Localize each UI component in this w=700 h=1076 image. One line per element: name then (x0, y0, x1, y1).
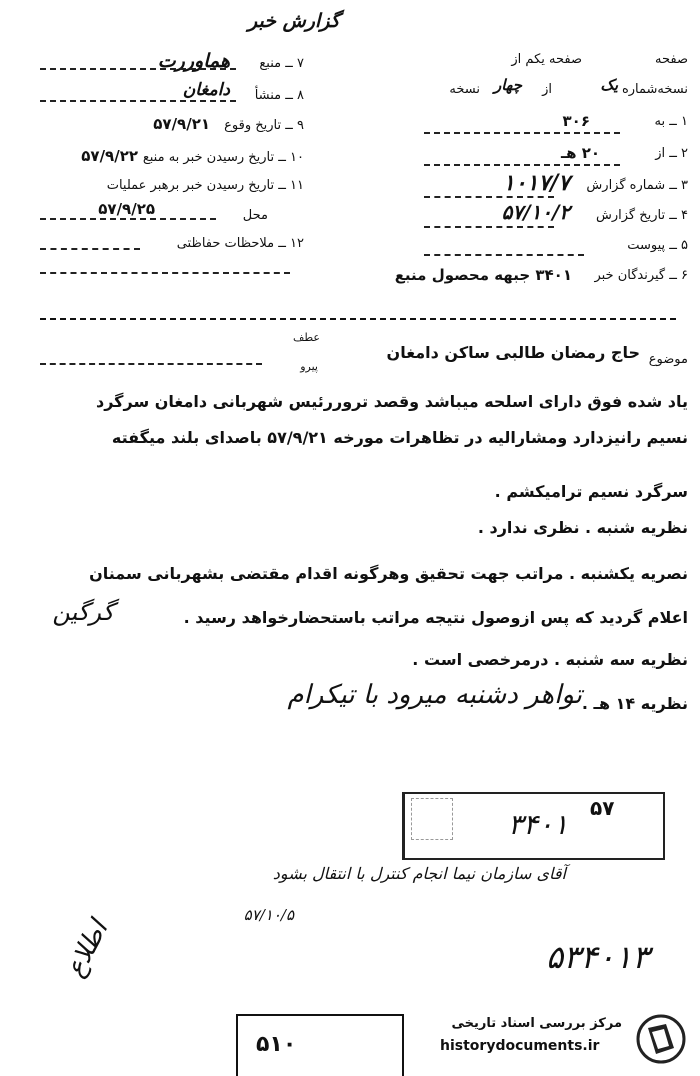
hand-note-label: نظریه ۱۴ هـ . (581, 694, 688, 713)
handwritten-line: آقای سازمان نیما انجام کنترل با انتقال بشود (272, 864, 566, 883)
origin-value: دامغان (182, 80, 230, 100)
handwritten-number: ۵۳۴۰۱۳ (546, 938, 650, 976)
source-rule (40, 68, 236, 70)
page-label: صفحه یکم از (511, 52, 582, 67)
subject-value: حاج رمضان طالبی ساکن دامغان (386, 343, 640, 362)
row2-rule (424, 164, 620, 166)
copy-total-value: چهار (493, 76, 522, 94)
note-line-4: نظریه سه شنبه . درمرخصی است . (412, 650, 688, 669)
security-rule-2 (40, 272, 290, 274)
handwritten-date: ۵۷/۱۰/۵ (243, 906, 294, 924)
security-label: ۱۲ ــ ملاحظات حفاظتی (176, 236, 304, 251)
watermark-title: مرکز بررسی اسناد تاریخی (451, 1016, 622, 1031)
source-label: ۷ ــ منبع (259, 56, 304, 71)
event-date-value: ۵۷/۹/۲۱ (153, 115, 210, 133)
copy-label-2: نسخه (449, 82, 480, 97)
report-date-rule (424, 226, 554, 228)
security-rule (40, 248, 140, 250)
receive-source-value: ۵۷/۹/۲۲ (81, 147, 138, 165)
recipients-value: ۳۴۰۱ جبهه محصول منبع (394, 266, 572, 284)
row1-label: ۱ ــ به (654, 114, 688, 129)
receive-ops-label: ۱۱ ــ تاریخ رسیدن خبر برهبر عملیات (106, 178, 304, 193)
event-date-label: ۹ ــ تاریخ وقوع (224, 118, 304, 133)
note-line-3: اعلام گردید که پس ازوصول نتیجه مراتب باستحضارخواهد رسید . (183, 608, 688, 627)
header-divider (40, 318, 676, 320)
archive-logo-icon (636, 1014, 686, 1064)
body-line-3: سرگرد نسیم ترامیکشم . (494, 482, 688, 501)
copy-of-label: از (542, 82, 552, 97)
origin-label: ۸ ــ منشأ (254, 88, 304, 103)
signature-gorgin: گرگین (52, 598, 114, 626)
copy-number-value: یک (600, 76, 618, 94)
receive-ops-value: ۵۷/۹/۲۵ (98, 200, 155, 218)
copy-number-label: نسخه‌شماره (621, 82, 688, 97)
attachment-rule (424, 254, 584, 256)
report-title: گزارش خبر (248, 10, 340, 32)
row2-label: ۲ ــ از (655, 146, 688, 161)
recipients-label: ۶ ــ گیرندگان خبر (594, 268, 688, 283)
report-date-value: ۵۷/۱۰/۲ (501, 200, 570, 224)
stamp-inner-mark (411, 798, 453, 840)
subject-label: موضوع (648, 352, 688, 367)
row1-rule (424, 132, 620, 134)
note-line-2: نصریه یکشنبه . مراتب جهت تحقیق وهرگونه اقدام مقتضی بشهربانی سمنان (89, 564, 688, 583)
report-number-value: ۱۰۱۷/۷ (502, 170, 570, 196)
note-line-1: نظریه شنبه . نظری ندارد . (477, 518, 688, 537)
receive-source-label: ۱۰ ــ تاریخ رسیدن خبر به منبع (142, 150, 304, 165)
origin-rule (40, 100, 236, 102)
source-value: هماوررت (157, 50, 230, 72)
report-number-rule (424, 196, 554, 198)
row1-value: ۳۰۶ (562, 112, 590, 130)
row2-value: ۲۰ هـ (560, 144, 600, 162)
handwritten-side-note: اطلاع (60, 915, 115, 983)
watermark-url: historydocuments.ir (440, 1038, 600, 1054)
bottom-box-text: ۵۱۰ (256, 1032, 297, 1057)
subject-note-top: عطف (293, 331, 320, 344)
attachment-label: ۵ ــ پیوست (627, 238, 688, 253)
page-label-2: صفحه (655, 52, 688, 67)
place-label: محل (242, 208, 268, 223)
report-number-label: ۳ ــ شماره گزارش (586, 178, 688, 193)
subject-rule (40, 363, 262, 365)
subject-note-bottom: پیرو (300, 360, 318, 373)
stamp-handwritten: ۳۴۰۱ (508, 808, 569, 841)
stamp-number: ۵۷ (590, 796, 615, 820)
report-date-label: ۴ ــ تاریخ گزارش (596, 208, 688, 223)
hand-note: تواهر دشنبه میرود با تیکرام (287, 680, 582, 710)
body-line-2: نسیم رانیزدارد ومشارالیه در تظاهرات مورخه ۵۷/۹/۲۱ باصدای بلند میگفته (111, 428, 688, 447)
place-rule (40, 218, 216, 220)
body-line-1: یاد شده فوق دارای اسلحه میباشد وقصد تروررئیس شهربانی دامغان سرگرد (96, 392, 688, 411)
